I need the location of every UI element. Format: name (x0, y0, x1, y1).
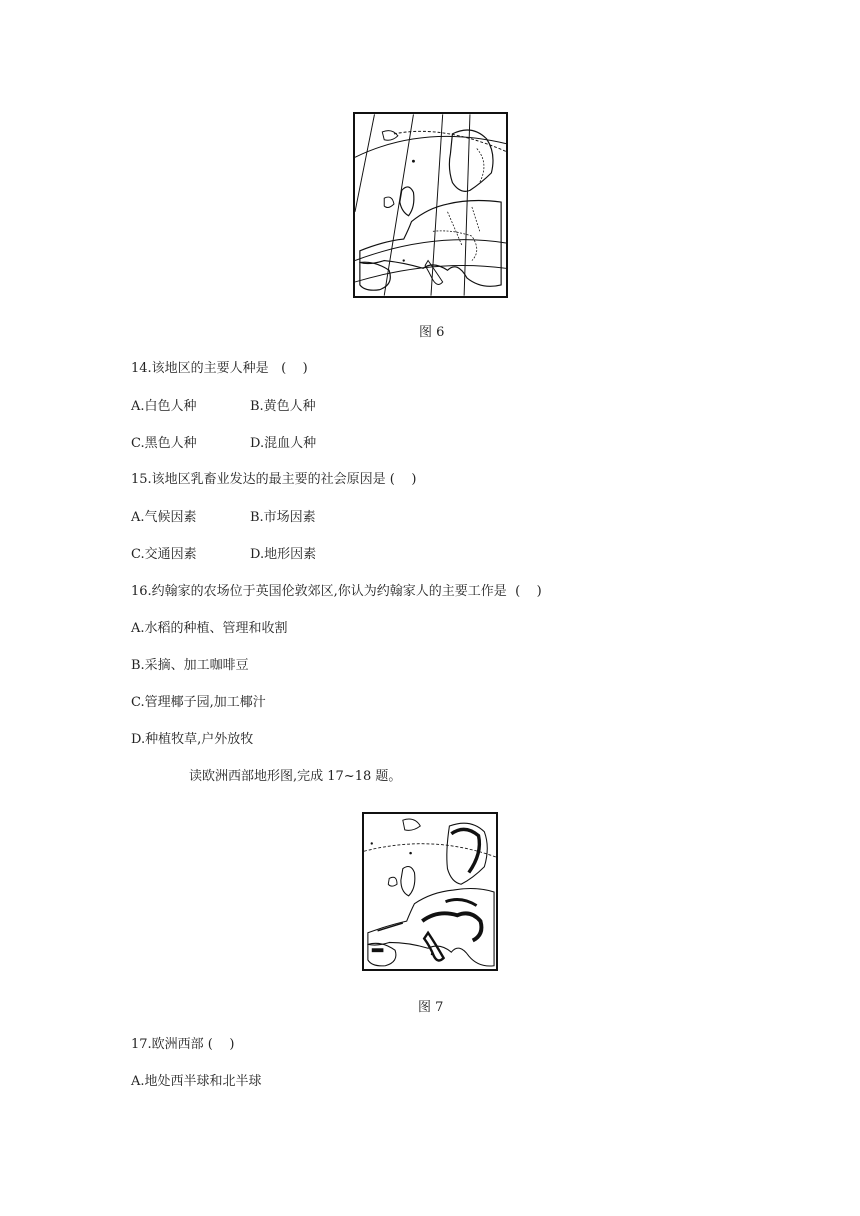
question-16-option-d: D.种植牧草,户外放牧 (131, 732, 254, 747)
europe-map-graticule (355, 114, 506, 296)
question-14-option-a: A.白色人种 (131, 399, 197, 414)
question-15-option-a: A.气候因素 (131, 510, 197, 525)
question-14-option-c: C.黑色人种 (131, 436, 197, 451)
europe-terrain-map (364, 814, 496, 969)
question-16-stem: 16.约翰家的农场位于英国伦敦郊区,你认为约翰家人的主要工作是 ( ) (131, 584, 542, 599)
question-17-stem: 17.欧洲西部 ( ) (131, 1037, 235, 1052)
figure-7-caption: 图 7 (418, 1000, 444, 1015)
question-14-stem: 14.该地区的主要人种是 ( ) (131, 361, 308, 376)
question-16-option-c: C.管理椰子园,加工椰汁 (131, 695, 266, 710)
question-14-option-b: B.黄色人种 (250, 399, 316, 414)
question-16-option-b: B.采摘、加工咖啡豆 (131, 658, 249, 673)
question-15-stem: 15.该地区乳畜业发达的最主要的社会原因是 ( ) (131, 472, 417, 487)
figure-7-map (362, 812, 498, 971)
figure-6-map (353, 112, 508, 298)
question-15-option-d: D.地形因素 (250, 547, 317, 562)
question-15-option-b: B.市场因素 (250, 510, 316, 525)
question-17-option-a: A.地处西半球和北半球 (131, 1074, 262, 1089)
question-14-option-d: D.混血人种 (250, 436, 317, 451)
question-16-option-a: A.水稻的种植、管理和收割 (131, 621, 288, 636)
question-15-option-c: C.交通因素 (131, 547, 197, 562)
questions-17-18-intro: 读欧洲西部地形图,完成 17~18 题。 (189, 769, 402, 784)
figure-6-caption: 图 6 (419, 325, 445, 340)
